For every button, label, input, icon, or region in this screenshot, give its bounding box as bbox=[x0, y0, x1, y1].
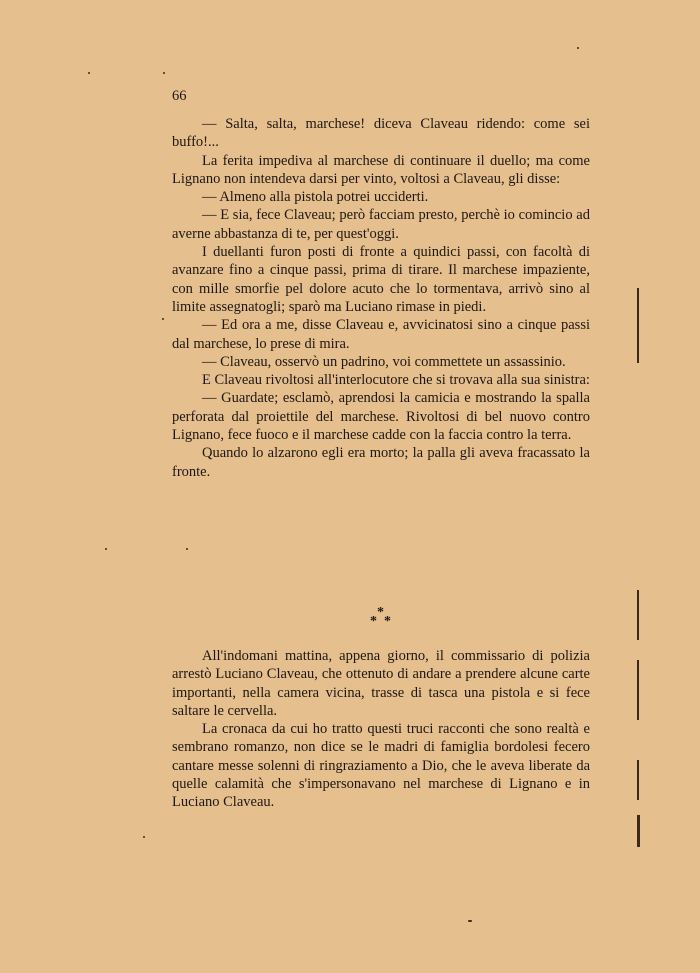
scan-margin-line bbox=[637, 288, 639, 363]
scan-speck bbox=[88, 72, 90, 74]
scan-margin-line bbox=[637, 815, 640, 847]
scan-speck bbox=[186, 548, 188, 550]
scan-margin-line bbox=[637, 760, 639, 800]
section-separator-asterism bbox=[367, 606, 397, 632]
paragraph: — Guardate; esclamò, aprendosi la camicia e mostrando la spalla perforata dal proiettile del marchese. Rivoltosi di bel nuovo contro Lignano, fece fuoco e il marchese cadde con la faccia contro la terra. bbox=[172, 390, 590, 444]
paragraph: La cronaca da cui ho tratto questi truci racconti che sono realtà e sembrano romanzo, non dice se le madri di famiglia bordolesi fecero cantare messe solenni di ringraziamento a Dio, che le aveva liberate da quelle calamità che s'impersonavano nel marchese di Lignano e in Luciano Claveau. bbox=[172, 721, 590, 811]
paragraph: La ferita impediva al marchese di continuare il duello; ma come Lignano non intendeva darsi per vinto, voltosi a Claveau, gli disse: bbox=[172, 152, 590, 187]
paragraph: — Almeno alla pistola potrei ucciderti. bbox=[202, 189, 429, 206]
paragraph: E Claveau rivoltosi all'interlocutore che si trovava alla sua sinistra: bbox=[202, 372, 590, 389]
paragraph: I duellanti furon posti di fronte a quindici passi, con facoltà di avanzare fino a cinque passi, prima di tirare. Il marchese impaziente, con mille smorfie pel dolore acuto che lo tormentava, arrivò sino al limite assegnatogli; sparò ma Luciano rimase in piedi. bbox=[172, 244, 590, 315]
scan-speck bbox=[162, 318, 164, 320]
asterism-star: * bbox=[377, 605, 384, 620]
paragraph: All'indomani mattina, appena giorno, il commissario di polizia arrestò Luciano Claveau, che ottenuto di andare a prendere alcune carte importanti, nella camera vicina, trasse di tasca una pistola e si fece saltare le cervella. bbox=[172, 648, 590, 719]
page-number: 66 bbox=[172, 88, 187, 104]
asterism-star: * bbox=[384, 614, 391, 629]
paragraph: — Salta, salta, marchese! diceva Claveau ridendo: come sei buffo!... bbox=[172, 116, 590, 151]
scan-margin-line bbox=[637, 660, 639, 720]
scan-speck bbox=[143, 836, 145, 838]
scan-margin-line bbox=[637, 590, 639, 640]
scan-speck bbox=[105, 548, 107, 550]
scan-speck bbox=[468, 920, 472, 922]
paragraph: — Claveau, osservò un padrino, voi commettete un assassinio. bbox=[202, 353, 566, 370]
scan-speck bbox=[577, 47, 579, 49]
asterism-star: * bbox=[370, 614, 377, 629]
text-block-bottom bbox=[172, 647, 590, 812]
paragraph: — E sia, fece Claveau; però facciam presto, perchè io comincio ad averne abbastanza di te, per quest'oggi. bbox=[172, 207, 590, 242]
paragraph: — Ed ora a me, disse Claveau e, avvicinatosi sino a cinque passi dal marchese, lo prese di mira. bbox=[172, 317, 590, 352]
text-block-top bbox=[172, 115, 590, 481]
paragraph: Quando lo alzarono egli era morto; la palla gli aveva fracassato la fronte. bbox=[172, 445, 590, 480]
scan-speck bbox=[163, 72, 165, 74]
